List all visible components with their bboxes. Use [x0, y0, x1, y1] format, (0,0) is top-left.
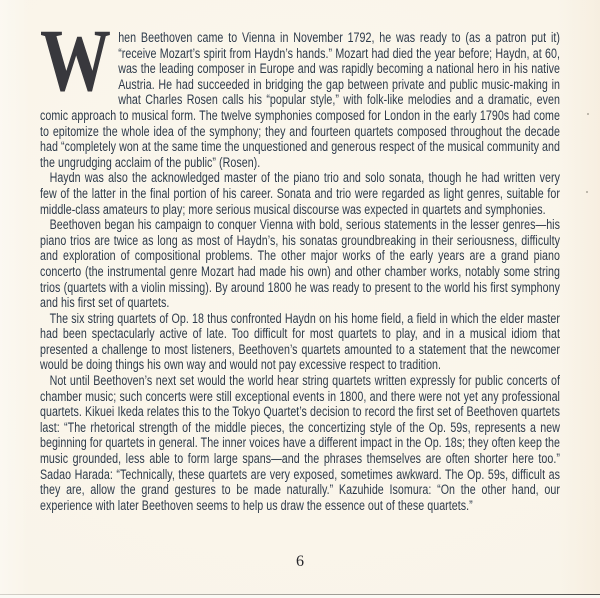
page-number: 6 — [296, 553, 304, 570]
paragraph: Not until Beethoven’s next set would the world hear string quartets written expressly for public concerts of chamber music; such concerts were still exceptional events in 1800, and there were not yet any professional quartets. Kikuei Ikeda relates this to the Tokyo Quartet’s decision to record the first set of Beethoven quartets last: “The rhetorical strength of the middle pieces, the concertizing style of the Op. 59s, represents a new beginning for quartets in general. The inner voices have a different impact in the Op. 18s; they often keep the music grounded, less able to form large spans—and the phrases themselves are often shorter here too.” Sadao Harada: “Technically, these quartets are very exposed, sometimes awkward. The Op. 59s, difficult as they are, allow the grand gestures to be made naturally.” Kazuhide Isomura: “On the other hand, our experience with later Beethoven seems to help us draw the essence out of these quartets.” — [40, 373, 560, 513]
paragraph: Beethoven began his campaign to conquer Vienna with bold, serious statements in the lesser genres—his piano trios are twice as long as most of Haydn’s, his sonatas groundbreaking in their seriousness, difficulty and exploration of compositional problems. The other major works of the early years are a grand piano concerto (the instrumental genre Mozart had made his own) and other chamber works, notably some string trios (quartets with a violin missing). By around 1800 he was ready to present to the world his first symphony and his first set of quartets. — [40, 217, 560, 311]
paragraph: Haydn was also the acknowledged master of the piano trio and solo sonata, though he had written very few of the latter in the final portion of his career. Sonata and trio were regarded as light genres, suitable for middle-class amateurs to play; more serious musical discourse was expected in quartets and symphonies. — [40, 170, 560, 217]
drop-cap-w: W — [40, 12, 112, 110]
paragraph-text: hen Beethoven came to Vienna in November 1792, he was ready to (as a patron put it) “receive Mozart’s spirit from Haydn’s hands.” Mozart had died the year before; Haydn, at 60, was the leading composer in Europe and was rapidly becoming a national hero in his native Austria. He had succeeded in bridging the gap between private and public music-making in what Charles Rosen calls his “popular style,” with folk-like melodies and a dramatic, even comic approach to musical form. The twelve symphonies composed for London in the early 1790s had come to epitomize the whole idea of the symphony; they and fourteen quartets composed throughout the decade had “completely won at the same time the unquestioned and generous respect of the musical community and the ungrudging acclaim of the public” (Rosen). — [40, 30, 560, 170]
paper-speck — [587, 113, 589, 115]
paragraph: The six string quartets of Op. 18 thus confronted Haydn on his home field, a field in which the elder master had been spectacularly active of late. Too difficult for most quartets to play, and in a musical idiom that presented a challenge to most listeners, Beethoven’s quartets amounted to a statement that the newcomer would be doing things his own way and would not pay excessive respect to tradition. — [40, 310, 560, 373]
paragraph — [40, 12, 560, 170]
paper-speck — [586, 191, 588, 193]
liner-notes-text — [40, 12, 560, 513]
